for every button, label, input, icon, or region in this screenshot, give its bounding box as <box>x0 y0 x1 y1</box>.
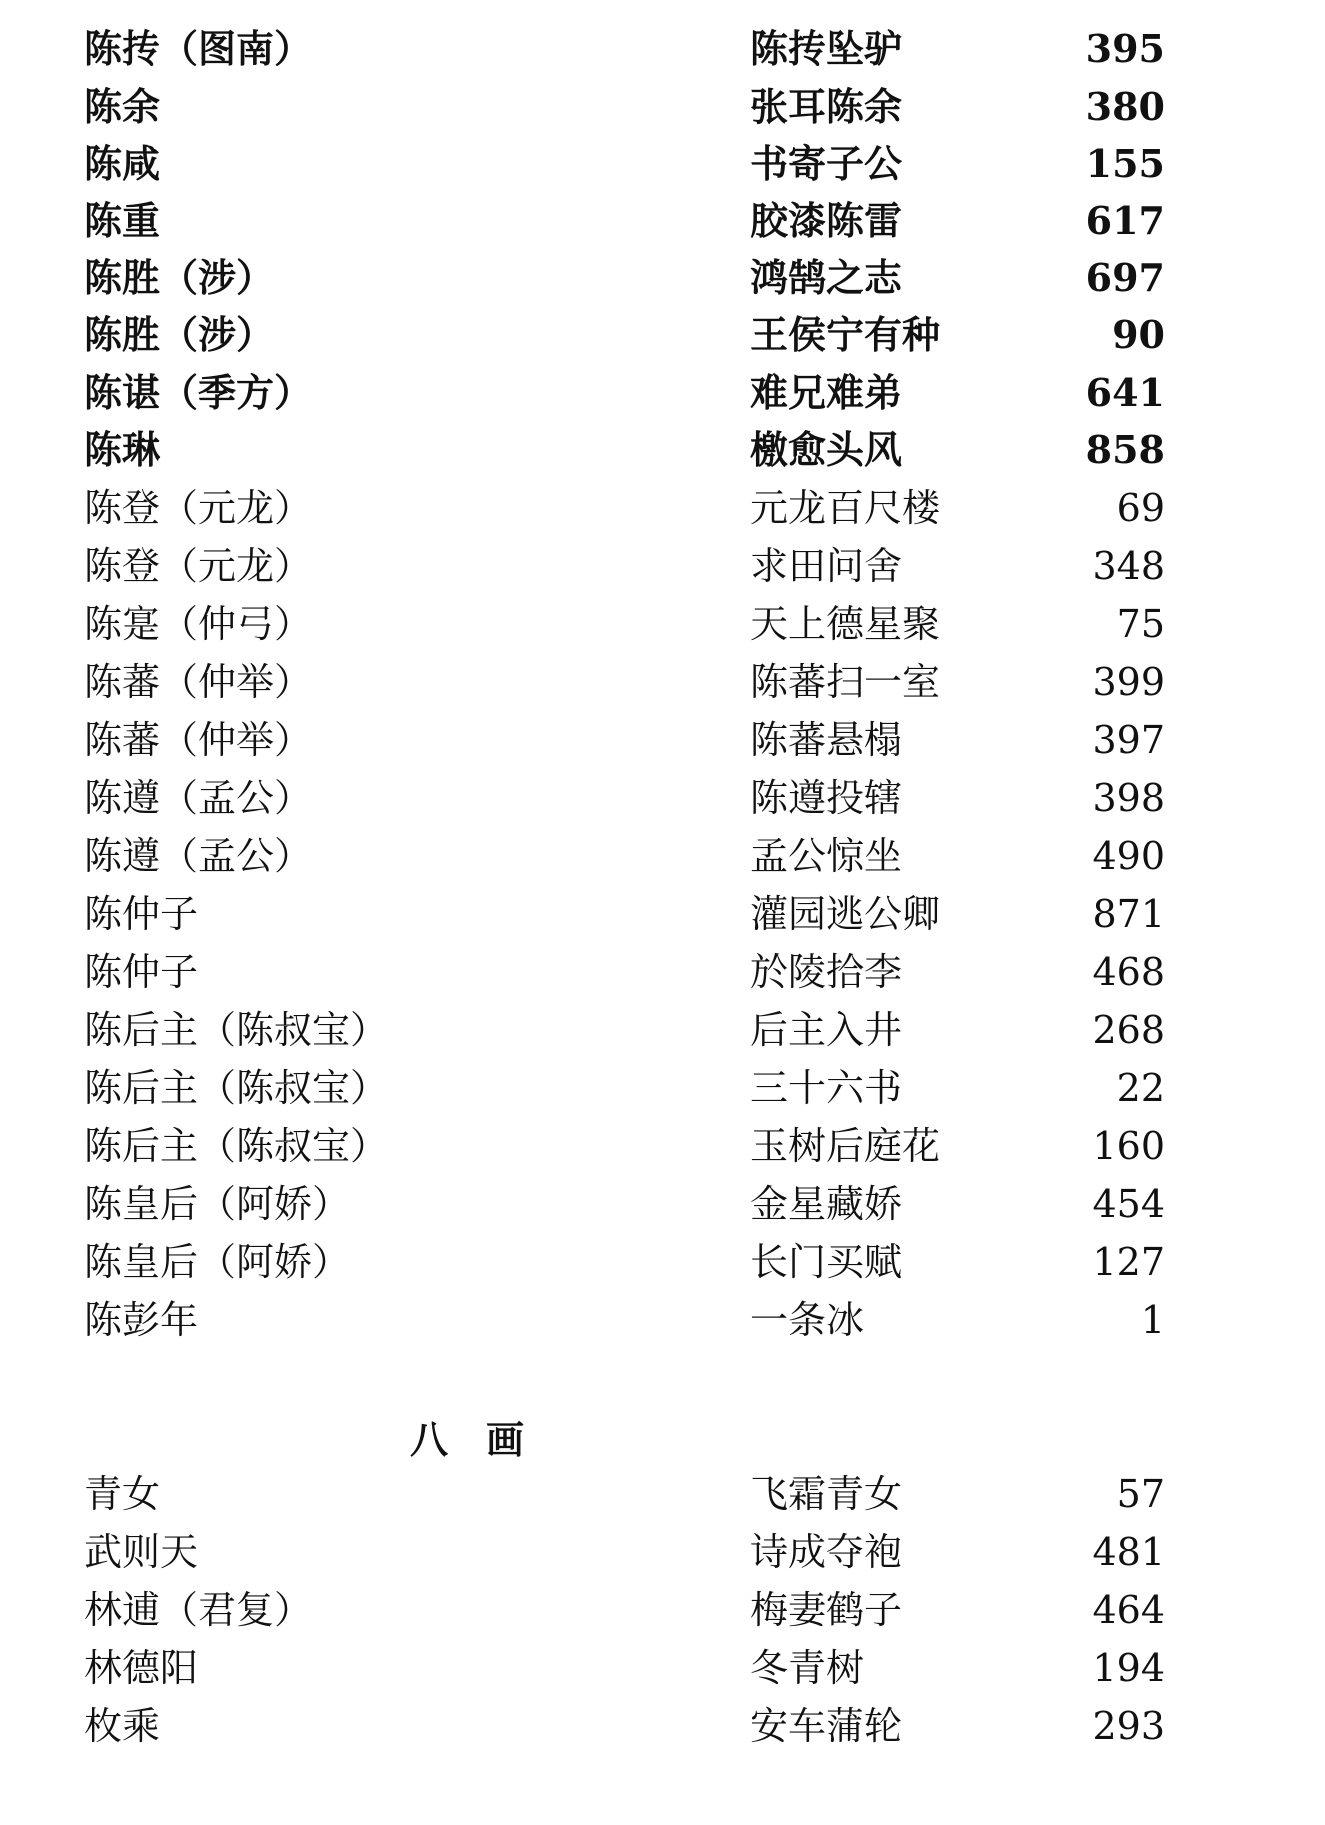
idiom-entry: 求田问舍 <box>750 544 903 588</box>
index-row <box>0 887 1325 941</box>
index-row <box>0 829 1325 883</box>
idiom-entry: 金星藏娇 <box>750 1182 903 1226</box>
person-name: 陈蕃（仲举） <box>84 718 313 762</box>
person-name: 陈胜（涉） <box>84 312 275 357</box>
person-name: 枚乘 <box>84 1704 161 1748</box>
idiom-entry: 玉树后庭花 <box>750 1124 941 1168</box>
index-row <box>0 80 1325 134</box>
page-number: 160 <box>1092 1124 1165 1168</box>
person-name: 林德阳 <box>84 1646 199 1690</box>
index-row <box>0 1583 1325 1637</box>
index-row <box>0 1003 1325 1057</box>
idiom-entry: 王侯宁有种 <box>750 312 941 357</box>
idiom-entry: 灌园逃公卿 <box>750 892 941 936</box>
page-number: 641 <box>1085 370 1165 415</box>
index-row <box>0 1119 1325 1173</box>
page-number: 90 <box>1112 312 1165 357</box>
page-number: 127 <box>1092 1240 1165 1284</box>
index-row <box>0 655 1325 709</box>
person-name: 陈余 <box>84 84 161 129</box>
page-number: 468 <box>1092 950 1165 994</box>
idiom-entry: 后主入井 <box>750 1008 903 1052</box>
index-row <box>0 194 1325 248</box>
page-number: 69 <box>1116 486 1165 530</box>
page-number: 481 <box>1092 1530 1165 1574</box>
idiom-entry: 檄愈头风 <box>750 427 903 472</box>
index-row <box>0 1061 1325 1115</box>
idiom-entry: 诗成夺袍 <box>750 1530 903 1574</box>
index-row <box>0 423 1325 477</box>
page-number: 22 <box>1116 1066 1165 1110</box>
page-number: 858 <box>1085 427 1165 472</box>
index-row <box>0 481 1325 535</box>
section-heading: 八画 <box>410 1417 563 1462</box>
page-number: 454 <box>1092 1182 1165 1226</box>
idiom-entry: 一条冰 <box>750 1298 865 1342</box>
page-number: 464 <box>1092 1588 1165 1632</box>
index-row <box>0 1525 1325 1579</box>
page-number: 395 <box>1085 26 1165 71</box>
person-name: 陈仲子 <box>84 950 199 994</box>
page-number: 57 <box>1116 1472 1165 1516</box>
idiom-entry: 於陵拾李 <box>750 950 903 994</box>
idiom-entry: 陈遵投辖 <box>750 776 903 820</box>
index-row <box>0 1641 1325 1695</box>
idiom-entry: 陈蕃扫一室 <box>750 660 941 704</box>
index-row <box>0 1293 1325 1347</box>
index-row <box>0 771 1325 825</box>
person-name: 陈后主（陈叔宝） <box>84 1124 389 1168</box>
index-row <box>0 308 1325 362</box>
page-number: 268 <box>1092 1008 1165 1052</box>
idiom-entry: 张耳陈余 <box>750 84 903 129</box>
page-number: 617 <box>1085 198 1165 243</box>
idiom-entry: 书寄子公 <box>750 141 903 186</box>
page-number: 490 <box>1092 834 1165 878</box>
idiom-entry: 冬青树 <box>750 1646 865 1690</box>
index-row <box>0 366 1325 420</box>
idiom-entry: 鸿鹄之志 <box>750 255 903 300</box>
page-number: 697 <box>1085 255 1165 300</box>
index-row <box>0 1177 1325 1231</box>
idiom-entry: 陈蕃悬榻 <box>750 718 903 762</box>
idiom-entry: 飞霜青女 <box>750 1472 903 1516</box>
person-name: 陈重 <box>84 198 161 243</box>
person-name: 陈遵（孟公） <box>84 834 313 878</box>
person-name: 陈皇后（阿娇） <box>84 1182 351 1226</box>
index-row <box>0 597 1325 651</box>
person-name: 陈胜（涉） <box>84 255 275 300</box>
idiom-entry: 长门买赋 <box>750 1240 903 1284</box>
page-number: 397 <box>1092 718 1165 762</box>
person-name: 武则天 <box>84 1530 199 1574</box>
person-name: 陈抟（图南） <box>84 26 313 71</box>
page-number: 398 <box>1092 776 1165 820</box>
person-name: 林逋（君复） <box>84 1588 313 1632</box>
page-number: 380 <box>1085 84 1165 129</box>
person-name: 陈后主（陈叔宝） <box>84 1008 389 1052</box>
idiom-entry: 孟公惊坐 <box>750 834 903 878</box>
person-name: 陈蕃（仲举） <box>84 660 313 704</box>
index-row <box>0 713 1325 767</box>
index-row <box>0 251 1325 305</box>
person-name: 陈谌（季方） <box>84 370 313 415</box>
person-name: 陈登（元龙） <box>84 544 313 588</box>
page-number: 293 <box>1092 1704 1165 1748</box>
idiom-entry: 三十六书 <box>750 1066 903 1110</box>
person-name: 陈遵（孟公） <box>84 776 313 820</box>
person-name: 陈寔（仲弓） <box>84 602 313 646</box>
index-row <box>0 539 1325 593</box>
index-row <box>0 22 1325 76</box>
index-row <box>0 945 1325 999</box>
idiom-entry: 难兄难弟 <box>750 370 903 415</box>
page-number: 155 <box>1085 141 1165 186</box>
person-name: 陈彭年 <box>84 1298 199 1342</box>
idiom-entry: 梅妻鹤子 <box>750 1588 903 1632</box>
page-number: 399 <box>1092 660 1165 704</box>
person-name: 陈咸 <box>84 141 161 186</box>
page-number: 194 <box>1092 1646 1165 1690</box>
page-number: 1 <box>1140 1298 1165 1342</box>
idiom-entry: 元龙百尺楼 <box>750 486 941 530</box>
person-name: 陈仲子 <box>84 892 199 936</box>
idiom-entry: 陈抟坠驴 <box>750 26 903 71</box>
page-number: 348 <box>1092 544 1165 588</box>
page-number: 75 <box>1116 602 1165 646</box>
page-number: 871 <box>1092 892 1165 936</box>
index-row <box>0 1235 1325 1289</box>
person-name: 陈皇后（阿娇） <box>84 1240 351 1284</box>
idiom-entry: 天上德星聚 <box>750 602 941 646</box>
index-row <box>0 1699 1325 1753</box>
index-row <box>0 137 1325 191</box>
person-name: 青女 <box>84 1472 161 1516</box>
person-name: 陈琳 <box>84 427 161 472</box>
person-name: 陈登（元龙） <box>84 486 313 530</box>
idiom-entry: 胶漆陈雷 <box>750 198 903 243</box>
index-row <box>0 1467 1325 1521</box>
person-name: 陈后主（陈叔宝） <box>84 1066 389 1110</box>
idiom-entry: 安车蒲轮 <box>750 1704 903 1748</box>
